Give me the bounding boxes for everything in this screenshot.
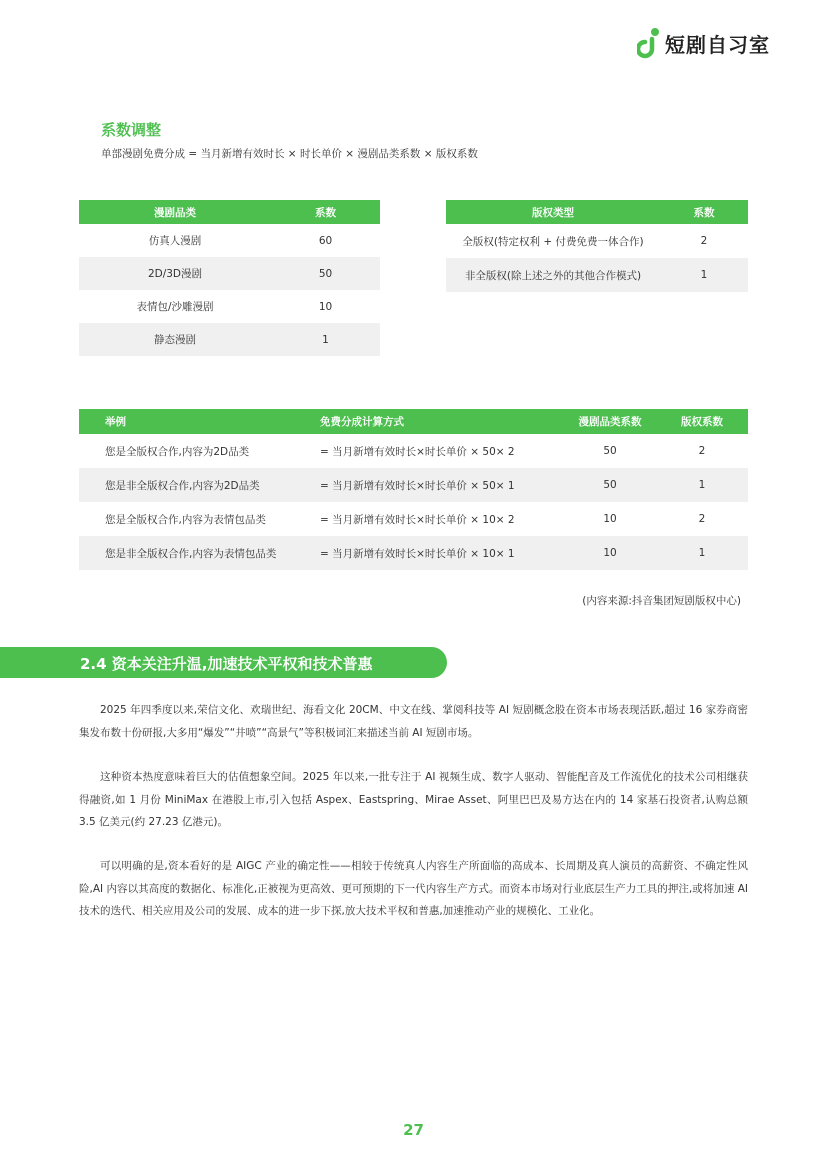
body-paragraph: 可以明确的是,资本看好的是 AIGC 产业的确定性——相较于传统真人内容生产所面临的高成本、长周期及真人演员的高薪资、不确定性风险,AI 内容以其高度的数据化、标准化,正被视为更高效、更可预期的下一代内容生产方式。而资本市场对行业底层生产力工具的押注,或将加速 AI 技术的迭代、相关应用及公司的发展、成本的进一步下探,放大技术平权和普惠,加速推动产业的规模化、工业化。: [79, 860, 748, 917]
table-row: [79, 536, 748, 570]
table-cell: 1: [656, 468, 748, 502]
table-cell: 10: [603, 513, 617, 525]
column-header: 举例: [79, 409, 312, 434]
table-cell: 50: [564, 468, 656, 502]
calculation-examples-table: [79, 409, 748, 570]
column-header: 漫剧品类系数: [564, 409, 656, 434]
table-cell: 10: [318, 300, 333, 313]
source-note: (内容来源:抖音集团短剧版权中心): [582, 595, 741, 607]
table-cell: 50: [603, 445, 617, 457]
section-title-coefficient: 系数调整: [101, 121, 162, 139]
section-header-bar: [0, 647, 447, 678]
column-header: 系数: [271, 200, 380, 224]
category-coefficient-table: [79, 200, 380, 356]
revenue-formula: 单部漫剧免费分成 = 当月新增有效时长 × 时长单价 × 漫剧品类系数 × 版权系数: [101, 148, 478, 160]
table-cell: 60: [318, 234, 333, 247]
table-cell: 1: [656, 536, 748, 570]
column-header: 漫剧品类: [79, 200, 271, 224]
copyright-coefficient-table: [446, 200, 748, 292]
table-cell: 表情包/沙雕漫剧: [136, 301, 214, 313]
table-cell: = 当月新增有效时长×时长单价 × 50× 1: [312, 468, 564, 502]
column-header: 版权系数: [656, 409, 748, 434]
table-row: [79, 323, 380, 356]
table-cell: = 当月新增有效时长×时长单价 × 10× 1: [312, 536, 564, 570]
table-cell: 您是非全版权合作,内容为2D品类: [79, 468, 312, 502]
table-header-row: [79, 409, 748, 434]
table-row: [79, 502, 748, 536]
table-cell: 2: [698, 445, 706, 457]
table-cell: 全版权(特定权利 + 付费免费一体合作): [462, 235, 644, 248]
table-cell: = 当月新增有效时长×时长单价 × 50× 2: [320, 445, 515, 458]
table-cell: 10: [564, 536, 656, 570]
table-cell: 2: [700, 235, 708, 247]
table-cell: 1: [660, 258, 748, 292]
table-row: [79, 290, 380, 323]
column-header: 版权类型: [446, 200, 660, 224]
body-paragraph: 这种资本热度意味着巨大的估值想象空间。2025 年以来,一批专注于 AI 视频生成、数字人驱动、智能配音及工作流优化的技术公司相继获得融资,如 1 月份 MiniMax 在港股上市,引入包括 Aspex、Eastspring、Mirae Asset、阿里巴巴及易方达在内的 14 家基石投资者,认购总额 3.5 亿美元(约 27.23 亿港元)。: [79, 771, 748, 828]
brand-logo: [637, 26, 770, 60]
table-cell: 2: [698, 513, 706, 525]
table-row: [446, 258, 748, 292]
table-cell: = 当月新增有效时长×时长单价 × 10× 2: [320, 513, 515, 526]
column-header: 系数: [660, 200, 748, 224]
brand-logo-text: 短剧自习室: [665, 32, 770, 57]
table-row: [79, 468, 748, 502]
table-row: [79, 224, 380, 257]
table-cell: 静态漫剧: [79, 323, 271, 356]
page-number: 27: [403, 1121, 424, 1139]
table-row: [446, 224, 748, 258]
table-cell: 您是全版权合作,内容为2D品类: [105, 445, 250, 458]
table-header-row: [79, 200, 380, 224]
table-cell: 2D/3D漫剧: [79, 257, 271, 290]
table-cell: 非全版权(除上述之外的其他合作模式): [446, 258, 660, 292]
column-header: 免费分成计算方式: [312, 409, 564, 434]
body-paragraph: 2025 年四季度以来,荣信文化、欢瑞世纪、海看文化 20CM、中文在线、掌阅科技等 AI 短剧概念股在资本市场表现活跃,超过 16 家券商密集发布数十份研报,大多用“爆发”“井喷”“高景气”等积极词汇来描述当前 AI 短剧市场。: [79, 704, 748, 739]
table-cell: 1: [271, 323, 380, 356]
section-title: 2.4 资本关注升温,加速技术平权和技术普惠: [80, 655, 373, 673]
brand-logo-icon: [637, 27, 661, 59]
table-row: [79, 434, 748, 468]
table-header-row: [446, 200, 748, 224]
table-cell: 您是全版权合作,内容为表情包品类: [105, 513, 266, 526]
table-cell: 仿真人漫剧: [148, 235, 202, 247]
table-cell: 50: [271, 257, 380, 290]
table-row: [79, 257, 380, 290]
table-cell: 您是非全版权合作,内容为表情包品类: [79, 536, 312, 570]
